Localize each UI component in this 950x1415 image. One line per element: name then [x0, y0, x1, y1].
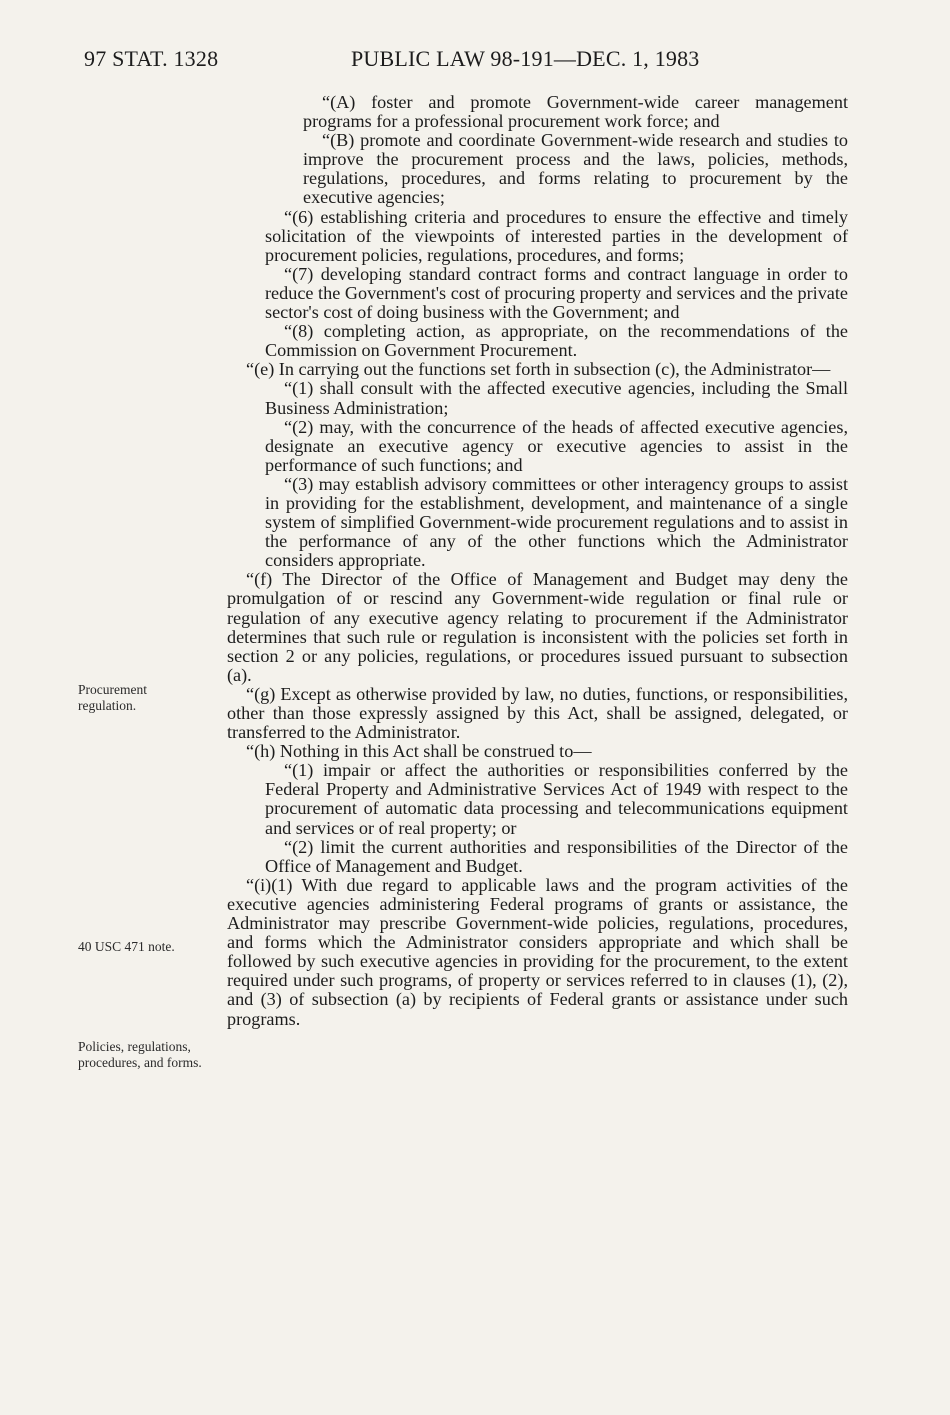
statute-page-number: 97 STAT. 1328 [84, 46, 219, 71]
paragraph-e1-consult: “(1) shall consult with the affected executive agencies, including the Small Business Administration; [265, 378, 848, 418]
paragraph-8-recommendations: “(8) completing action, as appropriate, on the recommendations of the Commission on Government Procurement. [265, 321, 848, 361]
paragraph-a-career-management: “(A) foster and promote Government-wide career management programs for a professional procurement work force; and [303, 92, 848, 132]
paragraph-e-functions: “(e) In carrying out the functions set forth in subsection (c), the Administrator— [246, 359, 831, 380]
paragraph-e2-designate: “(2) may, with the concurrence of the heads of affected executive agencies, designate an executive agency or executive agencies to assist in the performance of such functions; and [265, 416, 848, 475]
margin-note-policies-forms: Policies, regulations, procedures, and forms. [78, 1039, 202, 1070]
paragraph-6-solicitation: “(6) establishing criteria and procedures to ensure the effective and timely solicitation of the viewpoints of interested parties in the development of procurement policies, regulations, procedures, and forms; [265, 206, 848, 265]
paragraph-h2-limit: “(2) limit the current authorities and responsibilities of the Director of the Office of Management and Budget. [265, 836, 848, 876]
paragraph-e3-advisory: “(3) may establish advisory committees or other interagency groups to assist in providing for the establishment, development, and maintenance of a single system of simplified Government-wide procurement regulations and to assist in the performance of any of the other functions which the Administrator considers appropriate. [265, 473, 848, 571]
page-header [84, 46, 844, 78]
margin-note-procurement-regulation: Procurement regulation. [78, 682, 147, 713]
paragraph-h1-impair: “(1) impair or affect the authorities or responsibilities conferred by the Federal Property and Administrative Services Act of 1949 with respect to the procurement of automatic data processing and telecommunications equipment and services or of real property; or [265, 760, 848, 838]
paragraph-i1-grants: “(i)(1) With due regard to applicable laws and the program activities of the executive agencies administering Federal programs of grants or assistance, the Administrator may prescribe Government-wide policies, regulations, procedures, and forms which the Administrator considers appropriate and which shall be followed by such executive agencies in providing for the procurement, to the extent required under such programs, of property or services referred to in clauses (1), (2), and (3) of subsection (a) by recipients of Federal grants or assistance under such programs. [227, 874, 848, 1029]
margin-note-usc-citation: 40 USC 471 note. [78, 939, 175, 954]
document-body [227, 93, 848, 1029]
paragraph-b-research: “(B) promote and coordinate Government-wide research and studies to improve the procurement process and the laws, policies, methods, regulations, procedures, and forms relating to procurement by the executive agencies; [303, 130, 848, 208]
paragraph-f-director: “(f) The Director of the Office of Management and Budget may deny the promulgation of or rescind any Government-wide regulation or final rule or regulation of any executive agency relating to procurement if the Administrator determines that such rule or regulation is inconsistent with the policies set forth in section 2 or any policies, regulations, or procedures issued pursuant to subsection (a). [227, 569, 848, 685]
public-law-title: PUBLIC LAW 98-191—DEC. 1, 1983 [351, 46, 700, 71]
paragraph-7-contract-forms: “(7) developing standard contract forms and contract language in order to reduce the Government's cost of procuring property and services and the private sector's cost of doing business with the Government; and [265, 263, 848, 323]
paragraph-h-construed: “(h) Nothing in this Act shall be construed to— [246, 741, 592, 762]
paragraph-g-duties: “(g) Except as otherwise provided by law, no duties, functions, or responsibilities, other than those expressly assigned by this Act, shall be assigned, delegated, or transferred to the Administrator. [227, 683, 848, 743]
